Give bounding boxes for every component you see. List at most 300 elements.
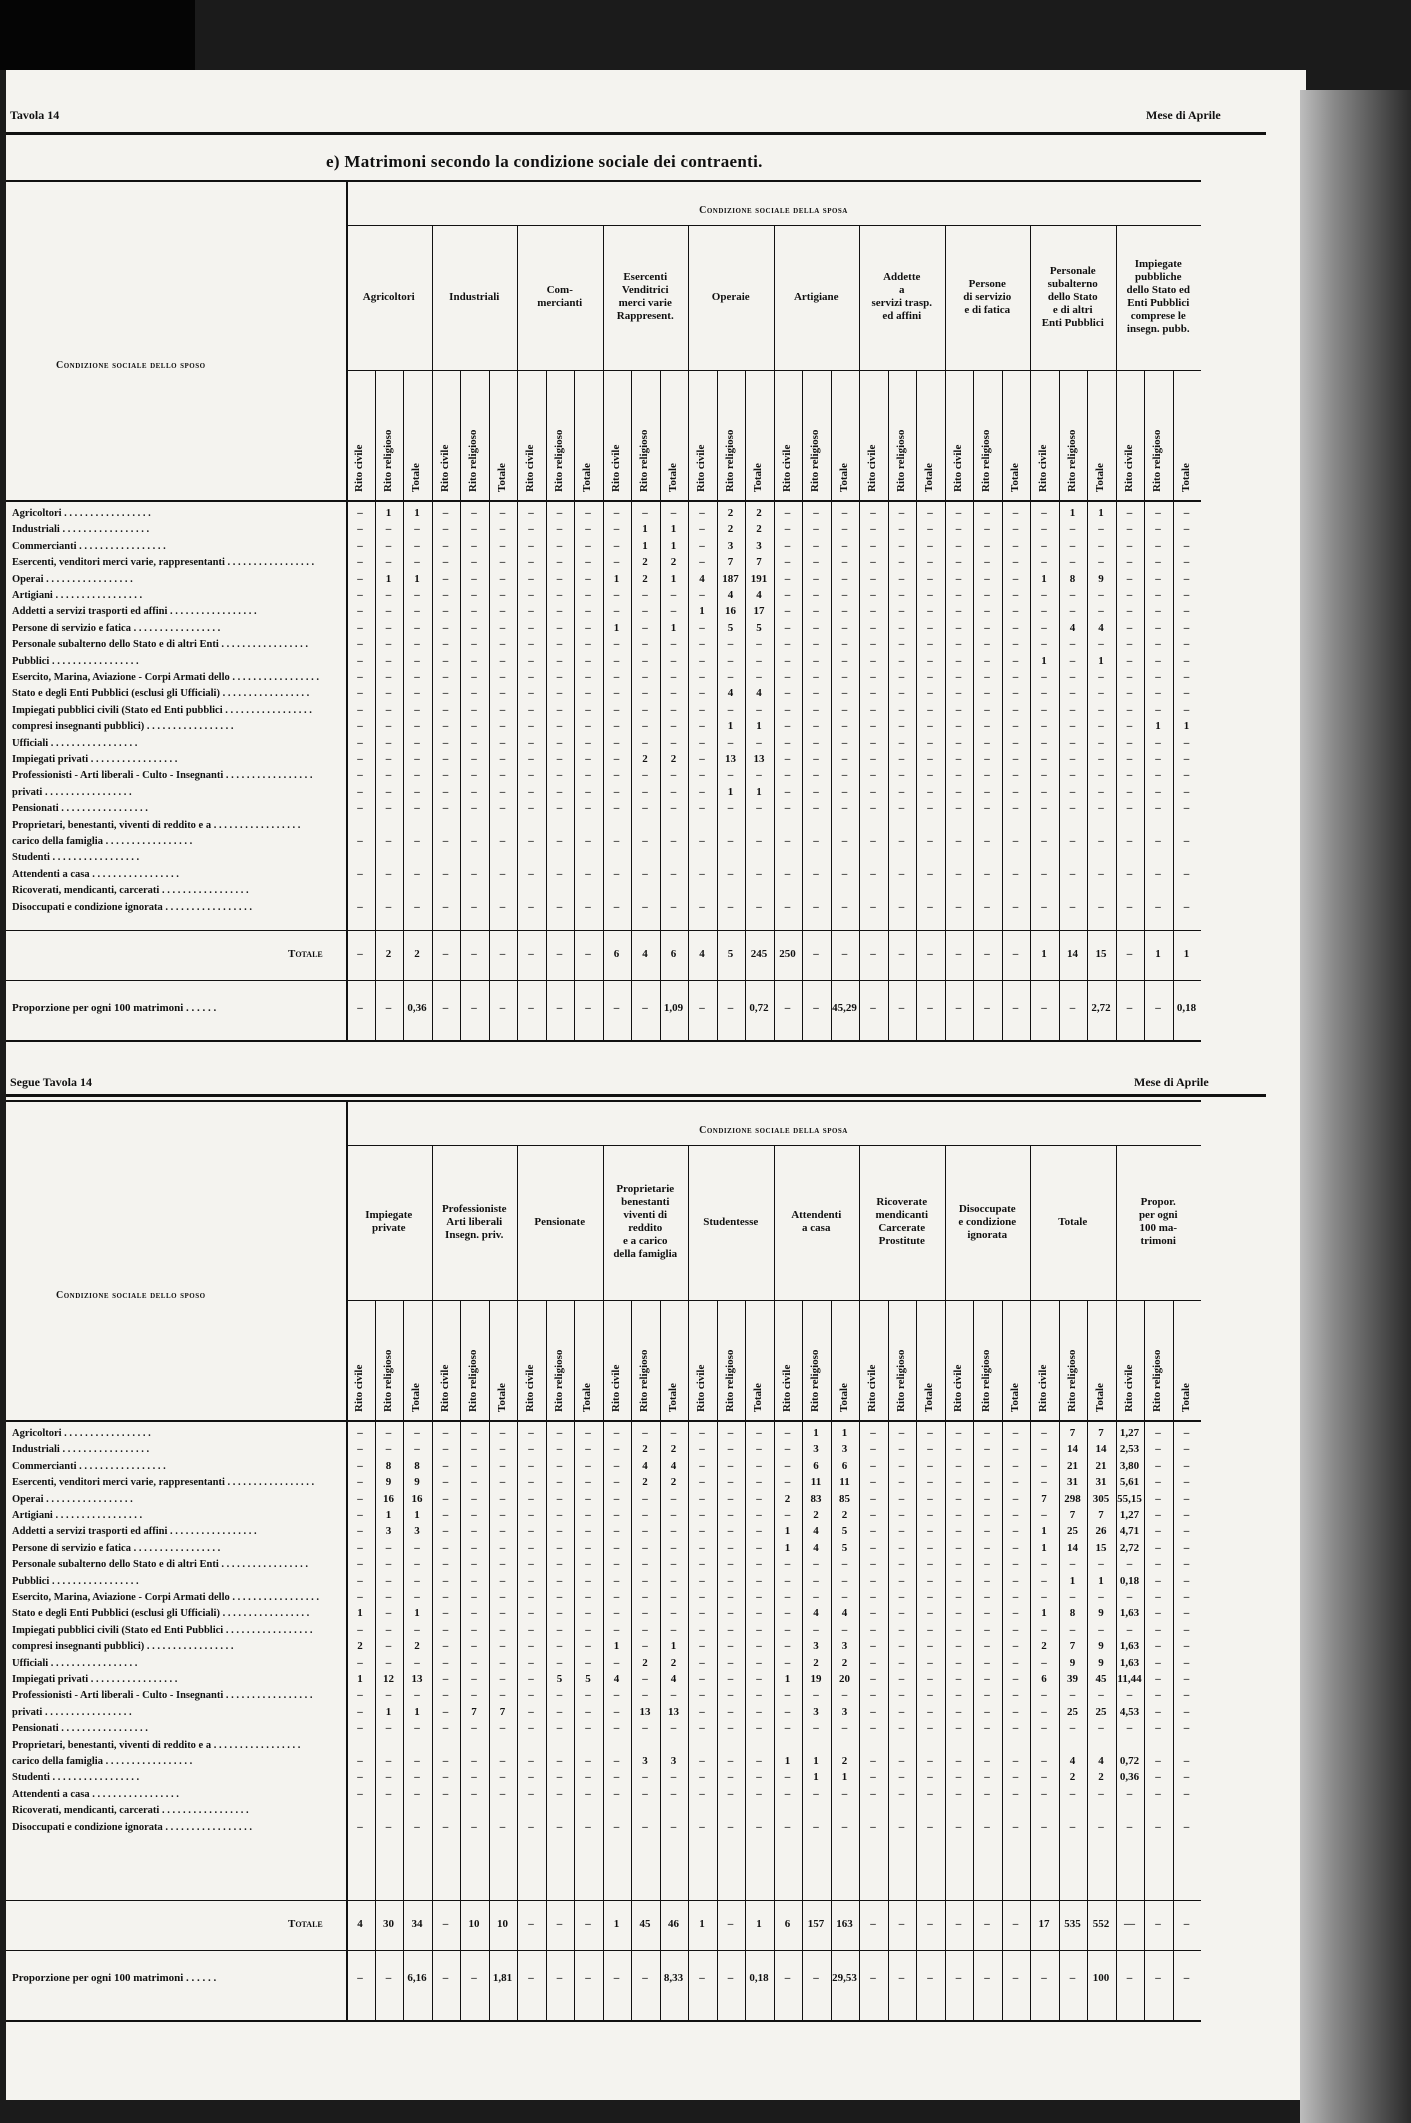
table-cell: – <box>1012 687 1019 700</box>
table-cell: – <box>585 1656 591 1669</box>
table-cell: 4 <box>613 1673 620 1685</box>
table-cell: 3 <box>414 1525 420 1538</box>
table-cell: – <box>784 687 791 700</box>
table-cell: – <box>585 523 591 536</box>
table-cell: – <box>385 1656 392 1669</box>
table-cell: – <box>756 835 762 847</box>
table-cell: – <box>699 1427 705 1439</box>
table-cell: – <box>1183 687 1190 700</box>
table-cell: – <box>1041 638 1047 651</box>
table-cell: – <box>784 1574 791 1587</box>
table-cell: 45 <box>1095 1673 1107 1685</box>
table-cell: 4 <box>670 1459 677 1472</box>
table-cell: – <box>1183 1509 1190 1521</box>
table-cell: – <box>1041 1689 1047 1702</box>
table-cell: – <box>1012 1591 1019 1603</box>
table-cell: – <box>670 900 677 913</box>
table-cell: – <box>756 736 762 749</box>
table-cell: – <box>1012 1722 1019 1735</box>
row-label: Personale subalterno dello Stato e di altri Enti . . . . . . . . . . . . . . . . . <box>12 1559 309 1571</box>
table-cell: – <box>841 654 848 667</box>
table-cell: – <box>870 589 876 601</box>
table-cell: – <box>927 589 933 601</box>
table-cell: 9 <box>385 1476 392 1489</box>
table-cell: – <box>1155 523 1161 536</box>
table-cell: 3 <box>813 1705 819 1718</box>
table-cell: – <box>955 507 962 519</box>
row-label: Pubblici . . . . . . . . . . . . . . . . . <box>12 655 139 667</box>
table-cell: – <box>585 753 591 765</box>
table-cell: – <box>756 1443 762 1456</box>
table-cell: – <box>613 1443 620 1456</box>
total-cell: – <box>357 948 363 960</box>
table-cell: – <box>528 1689 534 1702</box>
table-cell: – <box>699 539 705 552</box>
row-label: Professionisti - Arti liberali - Culto - Insegnanti . . . . . . . . . . . . . . . . . <box>12 1690 313 1702</box>
table-cell: – <box>385 539 392 552</box>
percent-cell: – <box>642 1972 648 1984</box>
table-cell: – <box>1183 1722 1190 1735</box>
percent-cell: – <box>1126 1972 1133 1984</box>
table-cell: – <box>357 687 363 700</box>
percent-cell: – <box>385 1002 392 1014</box>
groom-condition-header: Condizione sociale dello sposo <box>56 1290 206 1301</box>
table-cell: – <box>613 1459 620 1472</box>
table-cell: – <box>784 900 791 913</box>
row-label: Attendenti a casa . . . . . . . . . . . . . . . . . <box>12 1788 179 1800</box>
row-label: Ufficiali . . . . . . . . . . . . . . . . . <box>12 737 138 749</box>
table-cell: – <box>1098 900 1104 913</box>
table-cell: 1 <box>813 1755 819 1767</box>
table-cell: – <box>756 900 762 913</box>
total-cell: 250 <box>779 948 796 960</box>
table-cell: – <box>499 753 506 765</box>
table-cell: – <box>1155 1443 1161 1456</box>
table-cell: – <box>471 753 477 765</box>
table-cell: – <box>898 523 905 536</box>
table-cell: – <box>385 1607 392 1620</box>
table-cell: – <box>442 671 449 683</box>
subcol-header: Rito civile <box>695 444 707 492</box>
subcol-header: Rito civile <box>866 444 878 492</box>
row-label: Proprietari, benestanti, viventi di reddito e a . . . . . . . . . . . . . . . . . <box>12 1739 301 1751</box>
row-label: privati . . . . . . . . . . . . . . . . . <box>12 1706 132 1718</box>
table-cell: – <box>471 736 477 749</box>
table-cell: – <box>528 785 534 798</box>
table-cell: – <box>1183 589 1190 601</box>
table-cell: – <box>499 867 506 880</box>
table-cell: – <box>585 539 591 552</box>
table-cell: 15 <box>1095 1541 1107 1554</box>
table-cell: – <box>813 867 819 880</box>
table-cell: – <box>1126 671 1133 683</box>
table-cell: – <box>699 507 705 519</box>
table-cell: – <box>898 1705 905 1718</box>
table-cell: – <box>471 802 477 815</box>
table-cell: – <box>471 523 477 536</box>
table-cell: – <box>613 1558 620 1571</box>
table-cell: – <box>499 835 506 847</box>
table-cell: – <box>414 638 420 651</box>
table-cell: – <box>670 589 677 601</box>
table-cell: – <box>613 1607 620 1620</box>
table-cell: – <box>784 1689 791 1702</box>
table-cell: – <box>499 572 506 585</box>
table-cell: – <box>813 720 819 733</box>
table-cell: – <box>955 523 962 536</box>
table-cell: – <box>642 1574 648 1587</box>
table-cell: – <box>1155 1427 1161 1439</box>
table-cell: – <box>955 736 962 749</box>
subcol-header: Rito civile <box>524 1364 536 1412</box>
table-cell: – <box>585 1476 591 1489</box>
table-cell: – <box>898 687 905 700</box>
table-cell: – <box>955 1689 962 1702</box>
table-cell: – <box>1155 835 1161 847</box>
table-cell: – <box>357 1427 363 1439</box>
total-cell: 535 <box>1064 1918 1081 1930</box>
table-cell: – <box>727 1427 734 1439</box>
table-cell: 2 <box>670 1656 677 1669</box>
table-cell: – <box>442 1689 449 1702</box>
table-cell: – <box>357 523 363 536</box>
row-label: Impiegati pubblici civili (Stato ed Enti Pubblici . . . . . . . . . . . . . . . . . <box>12 1624 313 1636</box>
table-cell: – <box>1012 785 1019 798</box>
row-label: Ricoverati, mendicanti, carcerati . . . . . . . . . . . . . . . . . <box>12 1805 249 1817</box>
table-cell: – <box>385 589 392 601</box>
subcol-header: Rito religioso <box>1151 1349 1163 1412</box>
percent-cell: – <box>528 1002 534 1014</box>
table-cell: 20 <box>839 1673 850 1685</box>
table-cell: – <box>699 1623 705 1636</box>
table-cell: – <box>1126 523 1133 536</box>
table-cell: – <box>898 1525 905 1538</box>
table-cell: – <box>642 1541 648 1554</box>
table-cell: – <box>1155 753 1161 765</box>
table-cell: – <box>499 1476 506 1489</box>
table-cell: – <box>955 1591 962 1603</box>
table-cell: – <box>442 703 449 716</box>
table-cell: 4 <box>642 1459 648 1472</box>
total-cell: 6 <box>613 948 620 960</box>
table-cell: – <box>841 523 848 536</box>
table-cell: – <box>813 589 819 601</box>
table-cell: – <box>414 1623 420 1636</box>
table-cell: – <box>585 1755 591 1767</box>
table-cell: – <box>585 1525 591 1538</box>
total-cell: – <box>528 948 534 960</box>
row-label: Commercianti . . . . . . . . . . . . . . . . . <box>12 1460 166 1472</box>
table-cell: 3 <box>813 1443 819 1456</box>
table-cell: – <box>499 638 506 651</box>
table-cell: – <box>927 654 933 667</box>
total-cell: 4 <box>357 1918 363 1930</box>
table-cell: – <box>784 654 791 667</box>
percent-cell: 29,53 <box>832 1972 857 1984</box>
table-cell: – <box>984 1541 990 1554</box>
table-cell: 4 <box>727 687 734 700</box>
row-label: Disoccupati e condizione ignorata . . . . . . . . . . . . . . . . . <box>12 1821 253 1833</box>
table-cell: – <box>756 1623 762 1636</box>
table-cell: – <box>727 1492 734 1505</box>
table-cell: – <box>585 1427 591 1439</box>
percent-cell: – <box>699 1972 705 1984</box>
table-cell: – <box>442 507 449 519</box>
table-cell: – <box>699 1640 705 1653</box>
table-cell: – <box>613 1492 620 1505</box>
table-cell: – <box>556 1476 563 1489</box>
table-cell: – <box>1041 1443 1047 1456</box>
table-cell: – <box>1126 539 1133 552</box>
table-cell: – <box>528 720 534 733</box>
table-cell: – <box>841 1574 848 1587</box>
table-cell: – <box>756 1656 762 1669</box>
table-cell: – <box>1069 1820 1076 1833</box>
table-cell: – <box>556 802 563 815</box>
table-cell: – <box>1126 556 1133 569</box>
table-cell: – <box>1098 835 1104 847</box>
table-cell: 85 <box>839 1492 850 1505</box>
table-cell: – <box>442 1492 449 1505</box>
table-cell: 11,44 <box>1117 1673 1142 1685</box>
table-cell: – <box>1183 539 1190 552</box>
table-cell: 9 <box>1098 1607 1104 1620</box>
table-cell: – <box>528 1820 534 1833</box>
table-cell: – <box>756 1525 762 1538</box>
table-cell: – <box>556 1427 563 1439</box>
table-cell: 4 <box>727 589 734 601</box>
subcol-header: Rito civile <box>353 1364 365 1412</box>
table-cell: – <box>727 1787 734 1800</box>
table-cell: – <box>870 900 876 913</box>
table-cell: – <box>585 1591 591 1603</box>
total-cell: – <box>1012 948 1019 960</box>
table-cell: – <box>984 572 990 585</box>
table-cell: 4 <box>1098 621 1104 634</box>
table-cell: – <box>927 1591 933 1603</box>
table-cell: – <box>1098 687 1104 700</box>
table-cell: – <box>613 687 620 700</box>
table-cell: – <box>670 638 677 651</box>
table-cell: – <box>556 1755 563 1767</box>
table-cell: 3 <box>841 1705 848 1718</box>
table-cell: 1 <box>813 1427 819 1439</box>
table-cell: – <box>471 1525 477 1538</box>
table-cell: – <box>556 1623 563 1636</box>
table-cell: – <box>870 1705 876 1718</box>
table-cell: – <box>585 638 591 651</box>
table-cell: – <box>898 802 905 815</box>
table-cell: – <box>471 1459 477 1472</box>
table-cell: – <box>1126 589 1133 601</box>
table-cell: 3 <box>841 1443 848 1456</box>
table-cell: – <box>955 720 962 733</box>
table-cell: – <box>357 753 363 765</box>
total-cell: – <box>955 948 962 960</box>
table-cell: – <box>955 1722 962 1735</box>
table-cell: – <box>556 638 563 651</box>
table-cell: 5 <box>556 1673 563 1685</box>
table-cell: – <box>984 605 990 618</box>
table-cell: – <box>642 736 648 749</box>
table-cell: – <box>556 605 563 618</box>
table-cell: – <box>1183 1640 1190 1653</box>
table-cell: – <box>898 1427 905 1439</box>
top-rule <box>6 132 1266 135</box>
table-cell: – <box>1183 1689 1190 1702</box>
table-cell: – <box>385 621 392 634</box>
total-cell: 157 <box>807 1918 825 1930</box>
table-cell: – <box>1155 1689 1161 1702</box>
table-cell: – <box>1012 720 1019 733</box>
row-label: carico della famiglia . . . . . . . . . . . . . . . . . <box>12 836 193 847</box>
total-cell: – <box>898 948 905 960</box>
table-cell: – <box>870 1689 876 1702</box>
table-cell: – <box>727 835 734 847</box>
row-label: compresi insegnanti pubblici) . . . . . . . . . . . . . . . . . <box>12 1641 234 1653</box>
table-cell: 6 <box>841 1459 848 1472</box>
table-cell: 4,53 <box>1119 1705 1140 1718</box>
total-cell: – <box>898 1918 905 1930</box>
percent-cell: – <box>727 1002 734 1014</box>
table-cell: – <box>585 1787 591 1800</box>
table-cell: – <box>1126 1689 1133 1702</box>
table-cell: – <box>442 1722 449 1735</box>
table-cell: – <box>699 1476 705 1489</box>
table-cell: 1 <box>670 572 677 585</box>
table-cell: 1 <box>784 1673 791 1685</box>
table-cell: – <box>1155 1722 1161 1735</box>
table-cell: – <box>414 589 420 601</box>
table-cell: – <box>870 1427 876 1439</box>
table-cell: – <box>670 802 677 815</box>
table-border-bottom <box>6 1040 1201 1042</box>
table-cell: – <box>870 1722 876 1735</box>
table-cell: – <box>927 769 933 782</box>
table-cell: – <box>1041 523 1047 536</box>
table-cell: – <box>414 1427 420 1439</box>
table-cell: – <box>642 1820 648 1833</box>
percent-cell: – <box>984 1002 990 1014</box>
table-cell: – <box>727 769 734 782</box>
table-cell: 1 <box>1041 1525 1047 1538</box>
table-cell: – <box>1098 671 1104 683</box>
total-cell: – <box>585 948 591 960</box>
table-cell: – <box>1183 1673 1190 1685</box>
table-cell: – <box>756 769 762 782</box>
subcol-header: Rito civile <box>780 444 793 492</box>
table-cell: – <box>556 1541 563 1554</box>
table-cell: – <box>898 1689 905 1702</box>
total-cell: – <box>870 1918 876 1930</box>
table-cell: – <box>1012 1689 1019 1702</box>
table-cell: – <box>699 1574 705 1587</box>
table-cell: – <box>841 769 848 782</box>
table-cell: – <box>528 523 534 536</box>
table-cell: – <box>784 523 791 536</box>
percent-cell: – <box>727 1972 734 1984</box>
table-cell: – <box>528 1722 534 1735</box>
table-cell: – <box>471 1574 477 1587</box>
subcol-header: Rito religioso <box>638 429 650 492</box>
table-cell: – <box>528 1623 534 1636</box>
percent-cell: – <box>471 1972 477 1984</box>
table-cell: – <box>1098 523 1104 536</box>
table-cell: – <box>1183 1820 1190 1833</box>
group-header-6: Addette a servizi trasp. ed affini <box>871 271 932 322</box>
table-cell: – <box>1155 1656 1161 1669</box>
total-label: Totale <box>288 1918 323 1930</box>
table-cell: – <box>499 1656 506 1669</box>
table-cell: – <box>670 769 677 782</box>
table-cell: – <box>898 1755 905 1767</box>
table-cell: – <box>1098 1820 1104 1833</box>
table-cell: – <box>870 753 876 765</box>
table-cell: 13 <box>753 753 765 765</box>
subcol-header: Rito religioso <box>1065 1349 1078 1412</box>
table-cell: – <box>471 1607 477 1620</box>
table-cell: – <box>898 720 905 733</box>
table-cell: – <box>670 1689 677 1702</box>
table-cell: – <box>471 900 477 913</box>
table-cell: – <box>870 1787 876 1800</box>
table-cell: – <box>1012 867 1019 880</box>
group-header-9: Impiegate pubbliche dello Stato ed Enti Pubblici comprese le insegn. pubb. <box>1126 258 1191 335</box>
table-cell: – <box>841 671 848 683</box>
table-cell: 191 <box>750 572 768 585</box>
table-cell: – <box>955 769 962 782</box>
table-cell: – <box>414 605 420 618</box>
table-cell: – <box>870 1558 876 1571</box>
table-cell: – <box>1041 753 1047 765</box>
table-cell: – <box>955 867 962 880</box>
table-cell: – <box>1012 1509 1019 1521</box>
table-cell: – <box>756 1558 762 1571</box>
table-cell: – <box>927 1558 933 1571</box>
table-cell: – <box>756 671 762 683</box>
table-cell: – <box>955 1787 962 1800</box>
group-header-1: Industriali <box>449 290 500 303</box>
table-cell: – <box>784 539 791 552</box>
table-cell: – <box>699 1722 705 1735</box>
table-cell: – <box>1126 1558 1133 1571</box>
table-cell: 25 <box>1067 1525 1078 1538</box>
table-cell: – <box>442 1673 449 1685</box>
table-cell: – <box>1183 638 1190 651</box>
table-cell: – <box>699 589 705 601</box>
table-cell: 2 <box>670 1443 677 1456</box>
table-cell: – <box>1069 703 1076 716</box>
table-cell: – <box>841 736 848 749</box>
table-cell: 25 <box>1095 1705 1107 1718</box>
table-cell: – <box>1041 1476 1047 1489</box>
table-cell: – <box>528 589 534 601</box>
table-cell: – <box>613 1820 620 1833</box>
table-cell: – <box>955 1755 962 1767</box>
table-cell: – <box>1012 1476 1019 1489</box>
table-cell: – <box>1098 1722 1104 1735</box>
table-cell: – <box>756 1771 762 1784</box>
table-cell: – <box>955 1574 962 1587</box>
table-cell: – <box>870 556 876 569</box>
table-cell: – <box>898 1787 905 1800</box>
table-cell: – <box>984 523 990 536</box>
table-cell: – <box>955 539 962 552</box>
subcol-header: Totale <box>410 463 422 492</box>
percent-cell: – <box>1183 1972 1190 1984</box>
table-cell: – <box>414 621 420 634</box>
table-cell: 25 <box>1067 1705 1078 1718</box>
